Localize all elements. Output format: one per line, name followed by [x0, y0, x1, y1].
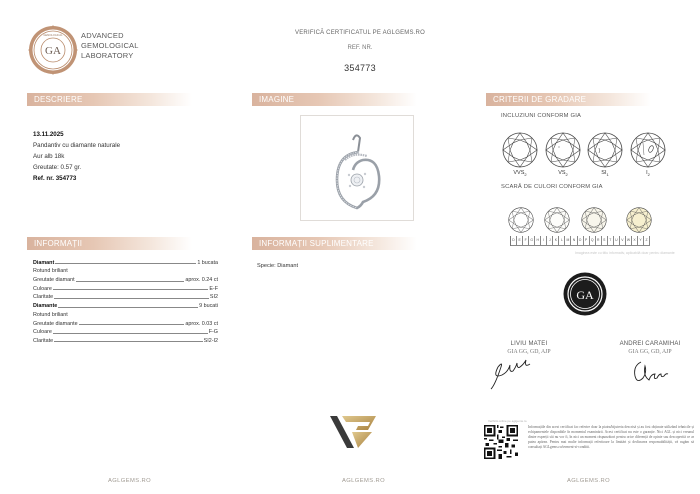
lab-name-line: ADVANCED [81, 31, 124, 40]
footer-website-right: AGLGEMS.RO [567, 478, 610, 484]
signatory-name-1: LIVIU MATEI [510, 341, 548, 347]
color-grade: G [529, 236, 535, 246]
signatory-credentials-1: GIA GG, GD, AJP [507, 349, 551, 355]
info-row: Diamant 1 bucata [33, 259, 218, 266]
color-grade: K [553, 236, 559, 246]
color-grade: P [584, 236, 590, 246]
footer-website-center: AGLGEMS.RO [342, 478, 385, 484]
color-grade: O [578, 236, 584, 246]
ref-number: 354773 [344, 63, 376, 73]
clarity-diagram-vs2 [545, 132, 581, 168]
lab-name-line: LABORATORY [81, 51, 134, 60]
signatory-credentials-2: GIA GG, GD, AJP [628, 349, 672, 355]
color-scale-note: Imaginea este cu titlu informativ, aplicabilă doar pentru diamante [575, 251, 675, 255]
color-diagram-colorless [508, 207, 534, 233]
item-description: Pandantiv cu diamante naturale [33, 142, 121, 149]
disclaimer-text: Informațiile din acest certificat fac referire doar la piatra/bijuteria descrisă și au fost obținute utilizând tehnicile și echipamentele disponibile în momentul examinării. Acest certificat nu este o garanție. Nici AGL și nici vreunul dintre experții săi nu vor fi, în nici un moment răspunzători pentru orice diferență de opinie sau descoperită ce ar putea apărea. Pentru mai multe informații referitoare la limitări și declinarea responsabilității, vă rugăm să consultați AGLgems.ro/termeni-si-conditii. [528, 425, 694, 450]
signature-1 [487, 355, 537, 391]
info-row: Greutate diamant aprox. 0.24 ct [33, 277, 218, 284]
signatory-name-2: ANDREI CARAMIHAI [619, 341, 681, 347]
color-grade: F [523, 236, 529, 246]
section-header-description: DESCRIERE [27, 93, 192, 106]
pendant-illustration [301, 116, 415, 222]
info-row: Claritate SI2-I2 [33, 337, 218, 344]
info-row: Claritate SI2 [33, 294, 218, 301]
section-header-criteria: CRITERII DE GRADARE [486, 93, 651, 106]
info-table [33, 257, 218, 344]
info-row: Rotund briliant [33, 311, 68, 318]
lab-seal-logo [28, 25, 78, 75]
clarity-caption: $VVS_2$ [513, 170, 527, 178]
info-row: Diamante 9 bucati [33, 303, 218, 310]
info-row: Culoare F-G [33, 329, 218, 336]
color-grade: S [602, 236, 608, 246]
lab-name [81, 31, 139, 61]
section-header-extra-info: INFORMAȚII SUPLIMENTARE [252, 237, 417, 250]
info-row: Culoare E-F [33, 285, 218, 292]
color-grade: D [511, 236, 517, 246]
svg-text:GEMOLOGICAL: GEMOLOGICAL [43, 34, 63, 37]
info-row: Greutate diamante aprox. 0.03 ct [33, 320, 218, 327]
svg-text:GA: GA [576, 288, 594, 302]
color-grade: E [517, 236, 523, 246]
color-grade: L [559, 236, 565, 246]
color-grade: W [626, 236, 632, 246]
verify-online-label: Verifică online pe aglgems.ro [488, 419, 527, 423]
color-scale-bar [510, 236, 650, 246]
clarity-caption: $I_2$ [646, 170, 650, 178]
color-grade: T [608, 236, 614, 246]
brand-logo [330, 414, 376, 450]
color-diagram-light-yellow [626, 207, 652, 233]
clarity-diagram-vvs2 [502, 132, 538, 168]
qr-code[interactable] [484, 425, 518, 459]
color-grade: U [614, 236, 620, 246]
lab-name-line: GEMOLOGICAL [81, 41, 139, 50]
color-diagram-faint [581, 207, 607, 233]
color-grade: N [571, 236, 577, 246]
color-scale-label: SCARĂ DE CULORI CONFORM GIA [501, 184, 603, 190]
description-block [33, 129, 120, 184]
clarity-diagram-si1 [587, 132, 623, 168]
item-weight: Greutate: 0.57 gr. [33, 164, 82, 171]
info-row: Rotund briliant [33, 268, 68, 275]
item-metal: Aur alb 18k [33, 153, 65, 160]
color-grade: J [547, 236, 553, 246]
lab-stamp-logo [563, 272, 607, 316]
color-diagram-near-colorless [544, 207, 570, 233]
clarity-caption: $VS_2$ [558, 170, 568, 178]
section-header-info: INFORMAȚII [27, 237, 192, 250]
ref-number-label: REF. NR. [347, 45, 373, 51]
clarity-diagram-i2 [630, 132, 666, 168]
pendant-image [300, 115, 414, 221]
color-grade: V [620, 236, 626, 246]
clarity-caption: $SI_1$ [601, 170, 609, 178]
footer-website-left: AGLGEMS.RO [108, 478, 151, 484]
color-grade: X [632, 236, 638, 246]
verify-certificate-text: VERIFICĂ CERTIFICATUL PE AGLGEMS.RO [295, 30, 425, 36]
inclusions-label: INCLUZIUNI CONFORM GIA [501, 113, 582, 119]
color-grade: M [565, 236, 571, 246]
color-grade: Y [638, 236, 644, 246]
svg-text:GA: GA [45, 45, 61, 57]
color-grade: H [535, 236, 541, 246]
certificate-date: 13.11.2025 [33, 131, 64, 138]
item-ref: Ref. nr. 354773 [33, 175, 77, 182]
color-grade: R [596, 236, 602, 246]
species-text: Specie: Diamant [257, 263, 299, 269]
color-grade: Z [644, 236, 650, 246]
color-grade: I [541, 236, 547, 246]
color-grade: Q [590, 236, 596, 246]
section-header-image: IMAGINE [252, 93, 417, 106]
signature-2 [627, 358, 677, 388]
